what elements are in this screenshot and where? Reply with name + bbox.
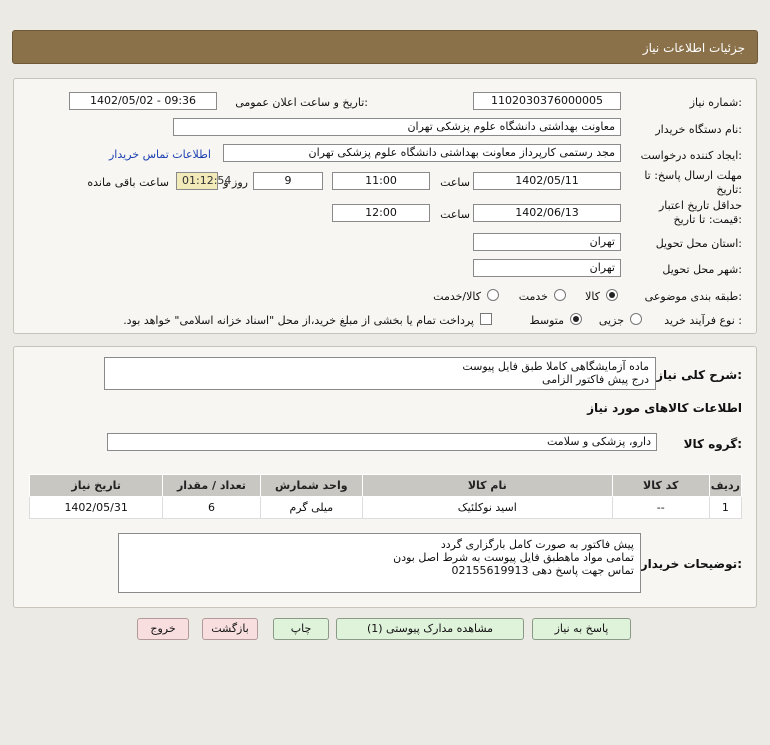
days-field: 9 [253, 172, 323, 190]
view-documents-button[interactable]: مشاهده مدارک پیوستی (1) [336, 618, 524, 640]
buyer-contact-link[interactable]: اطلاعات تماس خریدار [109, 148, 211, 161]
buyer-notes-textarea [118, 533, 641, 593]
summary-textarea [104, 357, 656, 390]
deadline-time-field: 11:00 [332, 172, 430, 190]
process-minor-radio[interactable] [630, 313, 642, 325]
province-label: استان محل تحویل: [655, 237, 742, 250]
page-header [12, 30, 758, 64]
category-goods-radio[interactable] [606, 289, 618, 301]
goods-section-title: اطلاعات کالاهای مورد نیاز [587, 401, 742, 415]
col-qty: تعداد / مقدار [163, 475, 260, 497]
goods-table [29, 474, 742, 519]
category-service-radio[interactable] [554, 289, 566, 301]
announce-field: 1402/05/02 - 09:36 [69, 92, 217, 110]
col-code: کد کالا [612, 475, 709, 497]
col-name: نام کالا [362, 475, 612, 497]
summary-label: شرح کلی نیاز: [656, 368, 742, 382]
validity-time-label: ساعت [440, 208, 470, 221]
city-label: شهر محل تحویل: [662, 263, 742, 276]
buyer-notes-label: توضیحات خریدار: [640, 557, 742, 571]
process-minor-label: جزیی [598, 314, 624, 327]
table-row [30, 497, 742, 519]
summary-line-1: ماده آزمایشگاهی کاملا طبق فایل پیوست [462, 360, 649, 373]
category-both-label: کالا/خدمت [433, 290, 481, 303]
cell-date: 1402/05/31 [30, 497, 163, 519]
remaining-label: ساعت باقی مانده [87, 176, 169, 189]
cell-unit: میلی گرم [260, 497, 362, 519]
payment-note: پرداخت تمام یا بخشی از مبلغ خرید،از محل "اسناد خزانه اسلامی" خواهد بود. [123, 314, 474, 327]
days-label: روز و [223, 176, 248, 189]
process-label: نوع فرآیند خرید : [664, 314, 742, 327]
treasury-checkbox[interactable] [480, 313, 492, 325]
back-button[interactable]: بازگشت [202, 618, 258, 640]
goods-group-label: گروه کالا: [683, 437, 742, 451]
remaining-time-field: 01:12:54 [176, 172, 218, 190]
buyer-org-field: معاونت بهداشتی دانشگاه علوم پزشکی تهران [173, 118, 621, 136]
creator-field: مجد رستمی کارپرداز معاونت بهداشتی دانشگاه علوم پزشکی تهران [223, 144, 621, 162]
deadline-time-label: ساعت [440, 176, 470, 189]
category-label: طبقه بندی موضوعی: [644, 290, 742, 303]
process-medium-label: متوسط [529, 314, 564, 327]
announce-label: تاریخ و ساعت اعلان عمومی: [235, 96, 368, 109]
category-service-label: خدمت [518, 290, 548, 303]
buyer-note-line-1: پیش فاکتور به صورت کامل بارگزاری گردد [440, 538, 634, 551]
city-field: تهران [473, 259, 621, 277]
col-row: ردیف [709, 475, 741, 497]
category-both-radio[interactable] [487, 289, 499, 301]
cell-code: -- [612, 497, 709, 519]
cell-qty: 6 [163, 497, 260, 519]
buyer-org-label: نام دستگاه خریدار: [655, 123, 742, 136]
col-unit: واحد شمارش [260, 475, 362, 497]
deadline-date-field: 1402/05/11 [473, 172, 621, 190]
exit-button[interactable]: خروج [137, 618, 189, 640]
goods-table-header [30, 475, 742, 497]
creator-label: ایجاد کننده درخواست: [640, 149, 742, 162]
buyer-note-line-3: تماس جهت پاسخ دهی 02155619913 [451, 564, 634, 577]
process-medium-radio[interactable] [570, 313, 582, 325]
validity-time-field: 12:00 [332, 204, 430, 222]
reply-button[interactable]: پاسخ به نیاز [532, 618, 631, 640]
need-number-label: شماره نیاز: [689, 96, 742, 109]
deadline-label: مهلت ارسال پاسخ: تا تاریخ: [644, 169, 742, 196]
goods-group-field: دارو، پزشکی و سلامت [107, 433, 657, 451]
cell-name: اسید نوکلئیک [362, 497, 612, 519]
summary-line-2: درج پیش فاکتور الزامی [542, 373, 649, 386]
validity-date-field: 1402/06/13 [473, 204, 621, 222]
need-number-field: 1102030376000005 [473, 92, 621, 110]
validity-label: حداقل تاریخ اعتبار قیمت: تا تاریخ: [658, 199, 742, 226]
print-button[interactable]: چاپ [273, 618, 329, 640]
category-goods-label: کالا [585, 290, 600, 303]
province-field: تهران [473, 233, 621, 251]
cell-row: 1 [709, 497, 741, 519]
col-date: تاریخ نیاز [30, 475, 163, 497]
buyer-note-line-2: تمامی مواد ماهطبق فایل پیوست به شرط اصل بودن [393, 551, 634, 564]
page-title: جزئیات اطلاعات نیاز [642, 41, 745, 55]
